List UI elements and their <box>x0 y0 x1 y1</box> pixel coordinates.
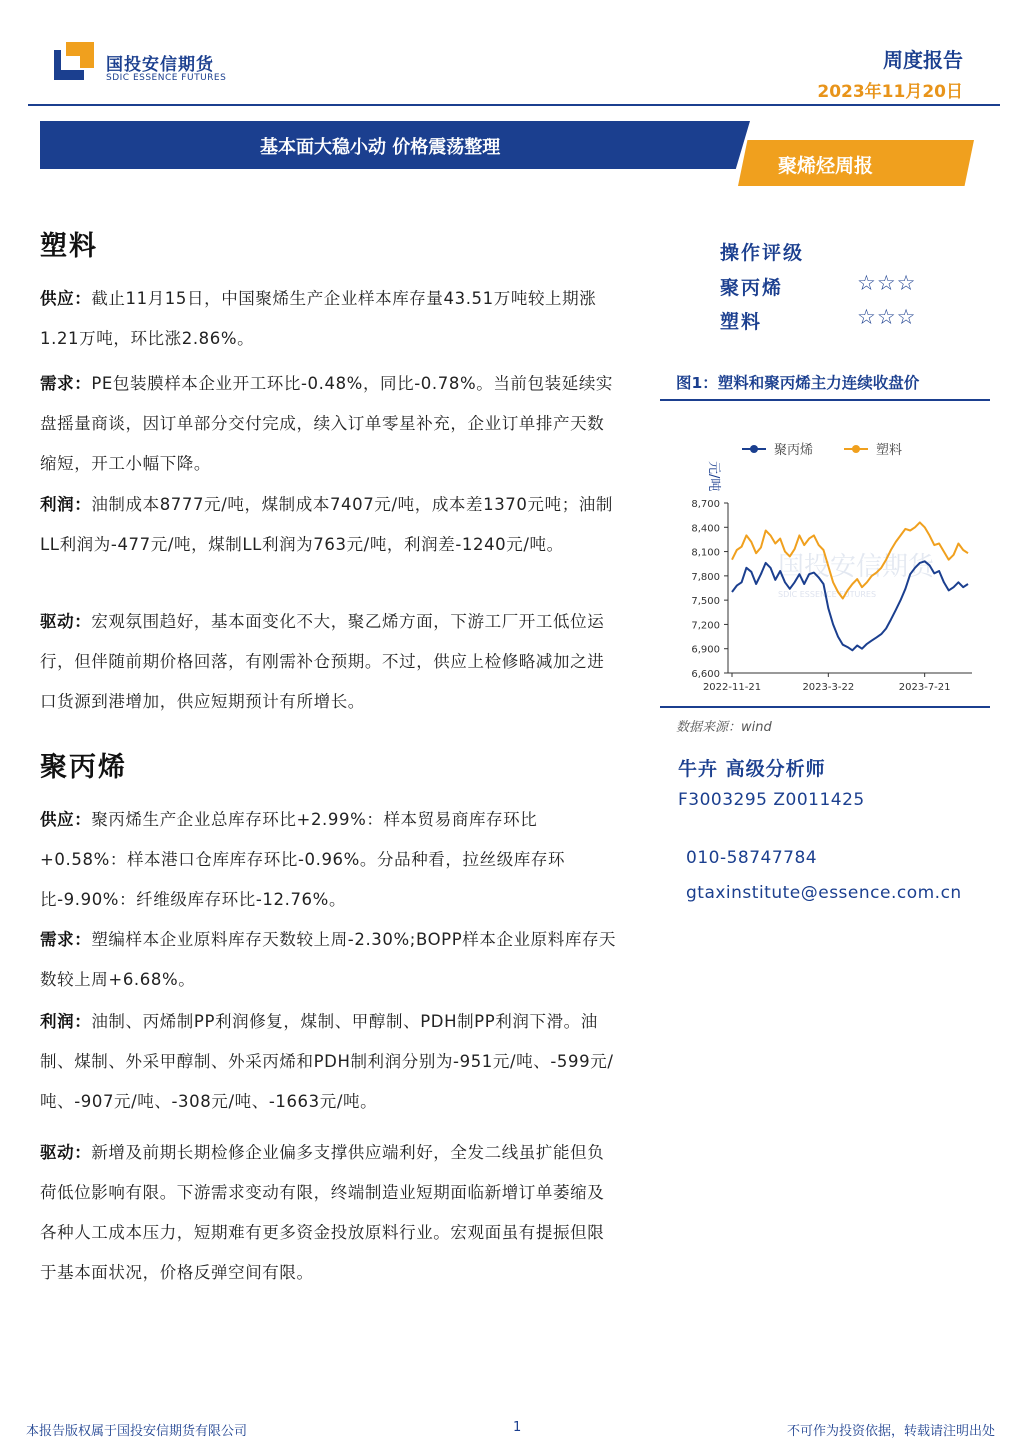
y-tick-label: 7,200 <box>691 620 720 632</box>
company-logo-icon <box>54 42 94 82</box>
pp-profit-label: 利润： <box>40 1012 92 1031</box>
pp-driver-label: 驱动： <box>40 1143 92 1162</box>
plastic-demand-label: 需求： <box>40 374 92 393</box>
y-tick-label: 8,700 <box>691 499 720 510</box>
report-type: 周度报告 <box>883 48 963 72</box>
legend-label-pp: 聚丙烯 <box>774 443 814 458</box>
pp-profit <box>40 1002 620 1122</box>
y-tick-label: 7,800 <box>691 571 720 583</box>
x-tick-label: 2023-3-22 <box>802 682 855 693</box>
pp-driver-text: 新增及前期长期检修企业偏多支撑供应端利好，全发二线虽扩能但负荷低位影响有限。下游需求变动有限，终端制造业短期面临新增订单萎缩及各种人工成本压力，短期难有更多资金投放原料行业。宏观面虽有提振但限于基本面状况，价格反弹空间有限。 <box>40 1143 605 1282</box>
rating-stars-pp: ☆☆☆ <box>857 271 917 295</box>
plastic-driver-text: 宏观氛围趋好，基本面变化不大，聚乙烯方面，下游工厂开工低位运行，但伴随前期价格回落，有刚需补仓预期。不过，供应上检修略减加之进口货源到港增加，供应短期预计有所增长。 <box>40 612 605 711</box>
footer-copyright: 本报告版权属于国投安信期货有限公司 <box>26 1424 248 1439</box>
y-axis-label: 元/吨 <box>706 461 721 492</box>
price-line-chart <box>660 405 990 705</box>
analyst-name: 牛卉 高级分析师 <box>678 758 826 780</box>
pp-supply-text: 聚丙烯生产企业总库存环比+2.99%：样本贸易商库存环比+0.58%：样本港口仓库库存环比-0.96%。分品种看，拉丝级库存环比-9.90%：纤维级库存环比-12.76%。 <box>40 810 566 909</box>
pp-supply-label: 供应： <box>40 810 92 829</box>
plastic-driver <box>40 602 620 722</box>
x-tick-label: 2023-7-21 <box>898 682 951 693</box>
chart-lines <box>732 522 968 650</box>
x-tick-label: 2022-11-21 <box>702 682 762 693</box>
pp-driver <box>40 1133 620 1293</box>
plastic-supply <box>40 279 620 359</box>
rating-name-pp: 聚丙烯 <box>720 277 784 299</box>
data-source: 数据来源：wind <box>676 720 772 735</box>
footer-disclaimer: 不可作为投资依据，转载请注明出处 <box>786 1424 995 1439</box>
plastic-profit-label: 利润： <box>40 495 92 514</box>
report-tag: 聚烯烃周报 <box>778 155 874 177</box>
brand-name-cn: 国投安信期货 <box>106 55 214 75</box>
rating-heading: 操作评级 <box>720 242 805 264</box>
brand-name-en: SDIC ESSENCE FUTURES <box>106 73 227 83</box>
rating-stars-plastic: ☆☆☆ <box>857 305 917 329</box>
pp-supply <box>40 800 620 920</box>
page-number: 1 <box>513 1420 522 1435</box>
legend-dot-plastic <box>852 445 860 453</box>
analyst-cert: F3003295 Z0011425 <box>678 790 865 810</box>
rating-name-plastic: 塑料 <box>720 311 763 333</box>
y-tick-label: 6,600 <box>691 669 720 680</box>
figure-title: 图1：塑料和聚丙烯主力连续收盘价 <box>676 374 920 392</box>
y-tick-label: 7,500 <box>691 596 720 608</box>
pp-demand-text: 塑编样本企业原料库存天数较上周-2.30%;BOPP样本企业原料库存天数较上周+6.68%。 <box>40 930 617 989</box>
pp-demand-label: 需求： <box>40 930 92 949</box>
analyst-phone: 010-58747784 <box>686 848 818 868</box>
section-heading-plastic: 塑料 <box>40 231 98 262</box>
chart-watermark-cn: 国投安信期货 <box>778 552 935 582</box>
figure-top-rule <box>660 399 990 401</box>
legend-label-plastic: 塑料 <box>876 443 903 458</box>
y-tick-label: 8,100 <box>691 547 720 559</box>
header-divider <box>28 104 1000 106</box>
plastic-driver-label: 驱动： <box>40 612 92 631</box>
pp-profit-text: 油制、丙烯制PP利润修复，煤制、甲醇制、PDH制PP利润下滑。油制、煤制、外采甲醇制、外采丙烯和PDH制利润分别为-951元/吨、-599元/吨、-907元/吨、-308元/吨、-1663元/吨。 <box>40 1012 614 1111</box>
pp-demand <box>40 920 620 1000</box>
y-tick-label: 8,400 <box>691 523 720 535</box>
plastic-supply-text: 截止11月15日，中国聚烯生产企业样本库存量43.51万吨较上期涨1.21万吨，环比涨2.86%。 <box>40 289 597 348</box>
section-heading-pp: 聚丙烯 <box>40 752 127 783</box>
plastic-profit <box>40 485 620 565</box>
plastic-demand <box>40 364 620 484</box>
chart-watermark-en: SDIC ESSENCE FUTURES <box>778 590 877 599</box>
report-date: 2023年11月20日 <box>817 82 963 102</box>
plastic-profit-text: 油制成本8777元/吨，煤制成本7407元/吨，成本差1370元吨；油制LL利润为-477元/吨，煤制LL利润为763元/吨，利润差-1240元/吨。 <box>40 495 614 554</box>
report-title: 基本面大稳小动 价格震荡整理 <box>260 137 501 158</box>
analyst-email[interactable]: gtaxinstitute@essence.com.cn <box>686 883 962 903</box>
figure-bottom-rule <box>660 706 990 708</box>
plastic-demand-text: PE包装膜样本企业开工环比-0.48%，同比-0.78%。当前包装延续实盘摇量商谈，因订单部分交付完成，续入订单零星补充，企业订单排产天数缩短，开工小幅下降。 <box>40 374 614 473</box>
legend-dot-pp <box>750 445 758 453</box>
y-tick-label: 6,900 <box>691 644 720 656</box>
plastic-supply-label: 供应： <box>40 289 92 308</box>
